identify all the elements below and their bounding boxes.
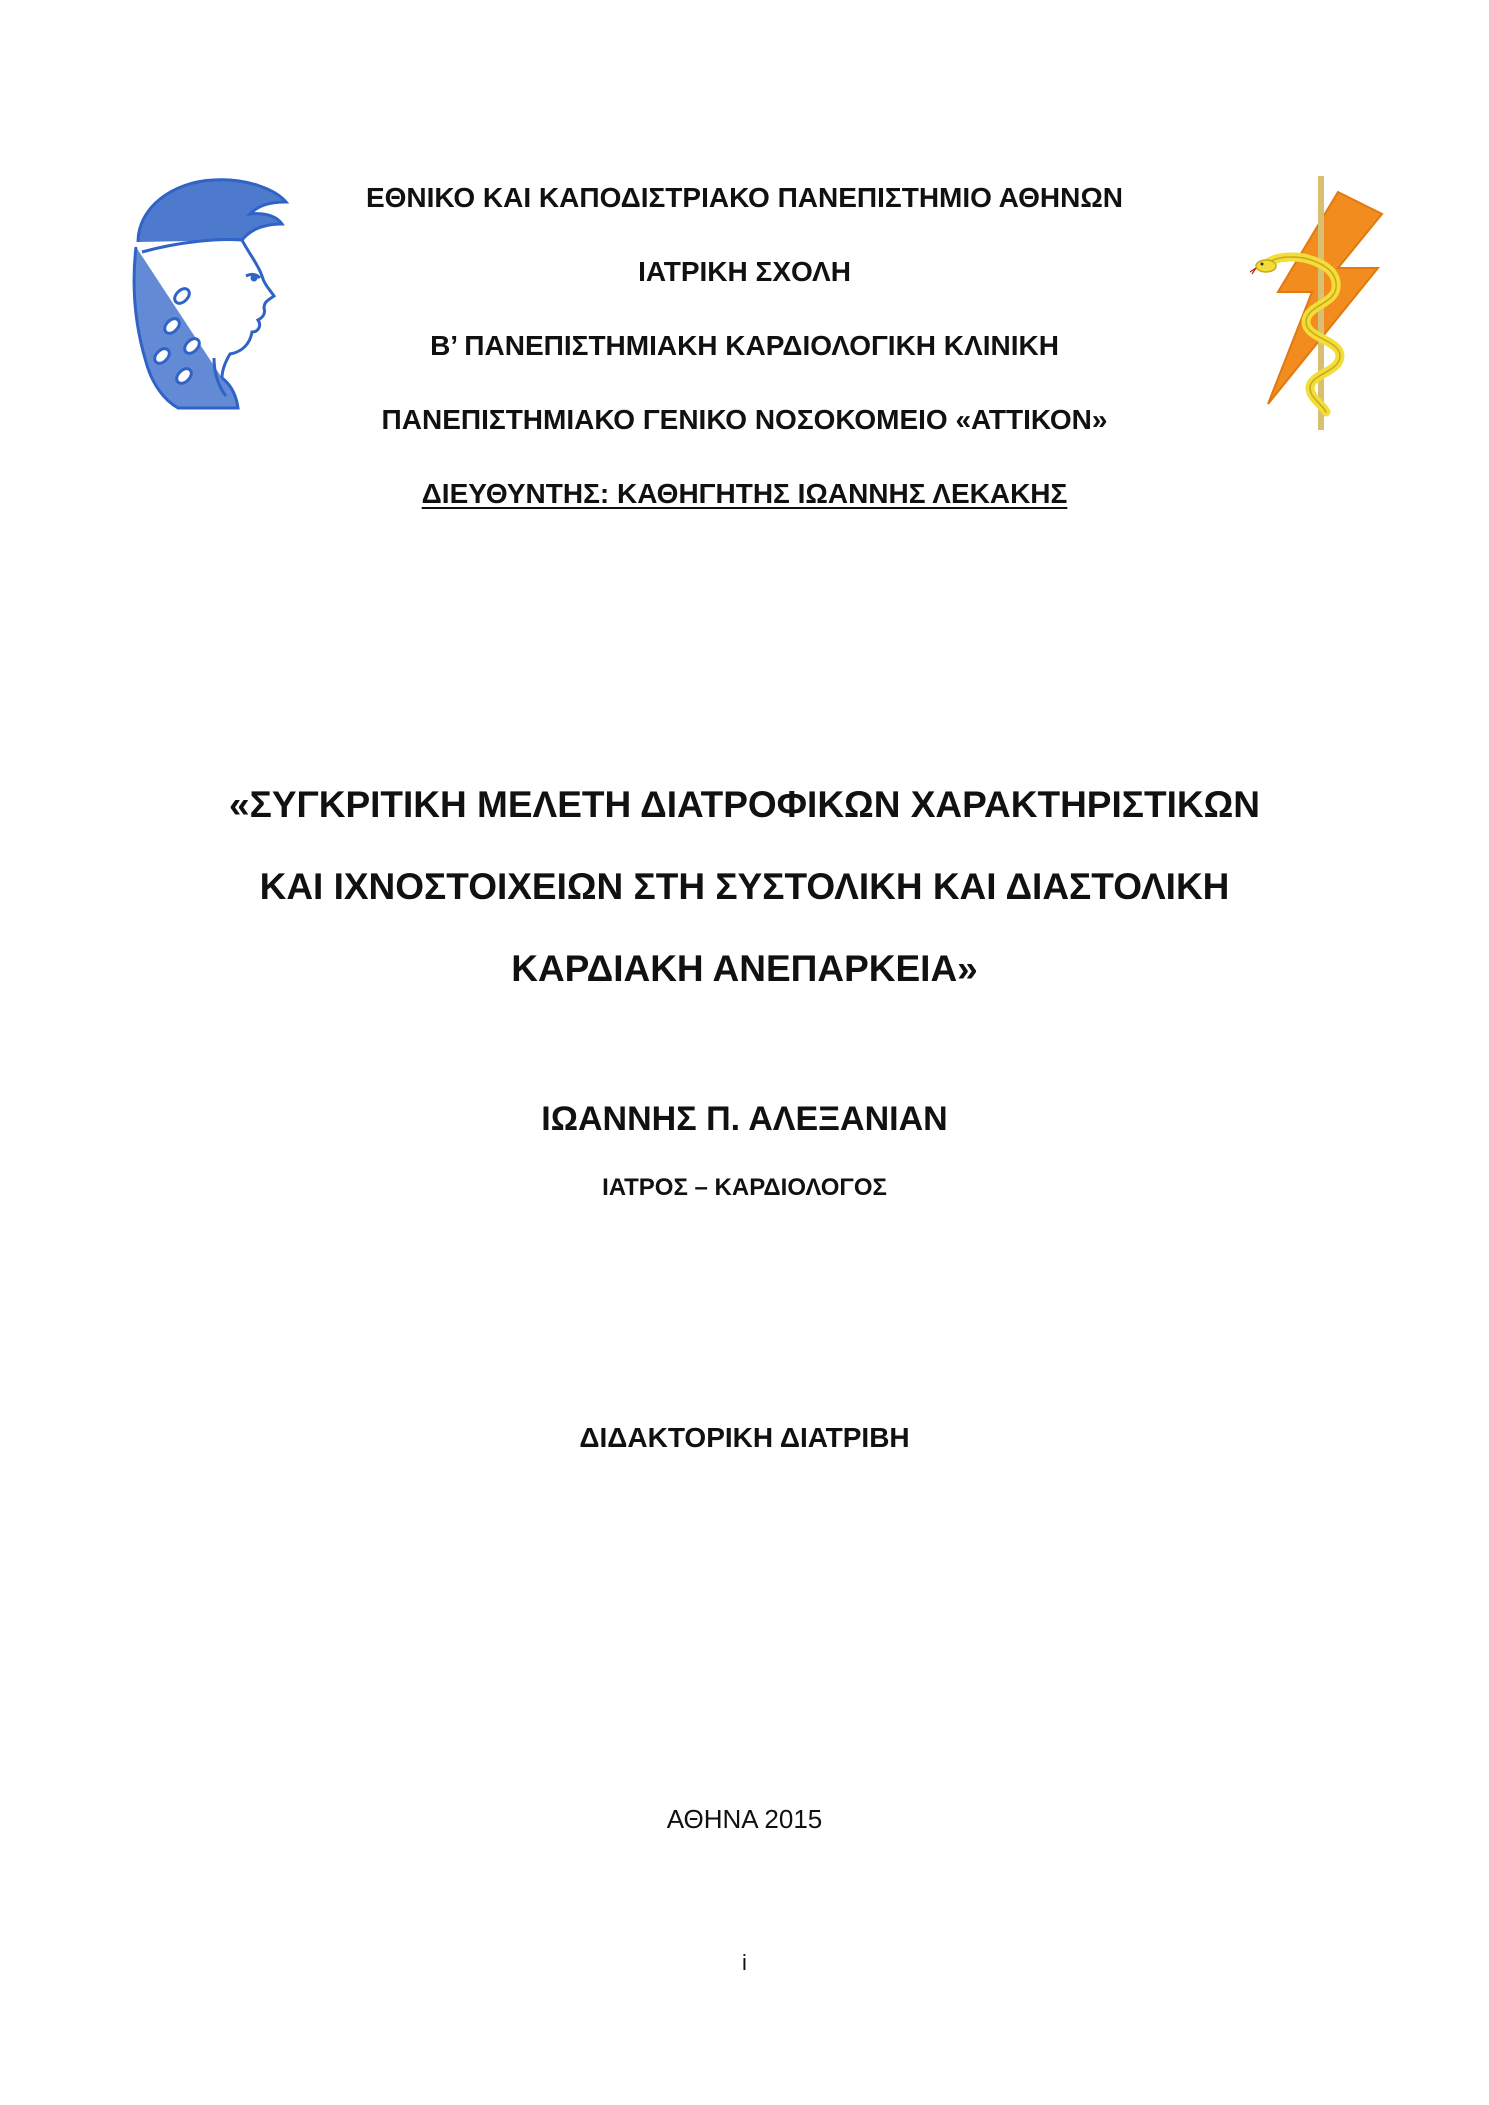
director-line: ΔΙΕΥΘΥΝΤΗΣ: ΚΑΘΗΓΗΤΗΣ ΙΩΑΝΝΗΣ ΛΕΚΑΚΗΣ bbox=[421, 478, 1068, 509]
hospital-name: ΠΑΝΕΠΙΣΤΗΜΙΑΚΟ ΓΕΝΙΚΟ ΝΟΣΟΚΟΜΕΙΟ «ΑΤΤΙΚΟΝ» bbox=[381, 404, 1108, 435]
thesis-title-line-1: «ΣΥΓΚΡΙΤΙΚΗ ΜΕΛΕΤΗ ΔΙΑΤΡΟΦΙΚΩΝ ΧΑΡΑΚΤΗΡΙΣΤΙΚΩΝ bbox=[229, 784, 1260, 825]
document-type: ΔΙΔΑΚΤΟΡΙΚΗ ΔΙΑΤΡΙΒΗ bbox=[579, 1422, 910, 1453]
school-name: ΙΑΤΡΙΚΗ ΣΧΟΛΗ bbox=[638, 256, 851, 287]
clinic-name: Β’ ΠΑΝΕΠΙΣΤΗΜΙΑΚΗ ΚΑΡΔΙΟΛΟΓΙΚΗ ΚΛΙΝΙΚΗ bbox=[430, 330, 1059, 361]
place-year: ΑΘΗΝΑ 2015 bbox=[666, 1804, 823, 1834]
university-name: ΕΘΝΙΚΟ ΚΑΙ ΚΑΠΟΔΙΣΤΡΙΑΚΟ ΠΑΝΕΠΙΣΤΗΜΙΟ ΑΘΗΝΩΝ bbox=[365, 182, 1124, 213]
author-name: ΙΩΑΝΝΗΣ Π. ΑΛΕΞΑΝΙΑΝ bbox=[541, 1100, 948, 1138]
thesis-title-line-3: ΚΑΡΔΙΑΚΗ ΑΝΕΠΑΡΚΕΙΑ» bbox=[511, 948, 978, 989]
page-number: i bbox=[742, 1950, 747, 1975]
author-profession: ΙΑΤΡΟΣ – ΚΑΡΔΙΟΛΟΓΟΣ bbox=[602, 1174, 887, 1201]
thesis-title-line-2: ΚΑΙ ΙΧΝΟΣΤΟΙΧΕΙΩΝ ΣΤΗ ΣΥΣΤΟΛΙΚΗ ΚΑΙ ΔΙΑΣΤΟΛΙΚΗ bbox=[259, 866, 1230, 907]
